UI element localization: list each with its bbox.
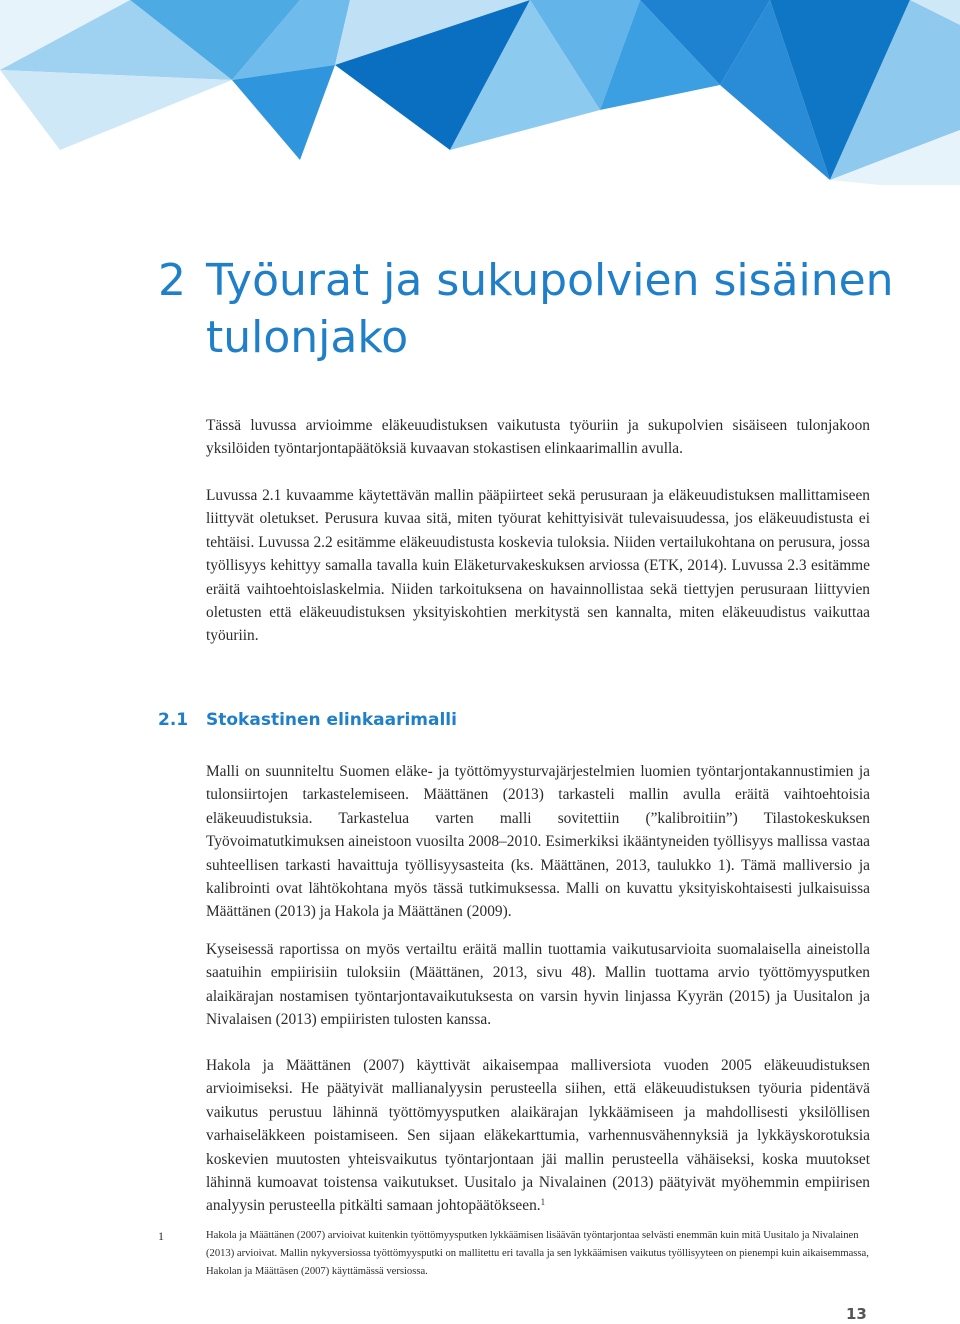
section-title: Stokastinen elinkaarimalli xyxy=(206,710,457,730)
section-paragraph-3-text: Hakola ja Määttänen (2007) käyttivät aikaisempaa malliversiota vuoden 2005 eläkeuudistuksen arvioimiseksi. He päätyivät mallianalyysin perusteella siihen, että eläkeuudistuksen työuria pidentävä vaikutus perustuu lähinnä työttömyysputken alaikärajan lykkäämiseen ja mahdollisesti yksilöllisen varhaiseläkkeen poistamiseen. Sen sijaan eläkekarttumia, varhennusvähennyksiä ja lykkäyskorotuksia koskevien muutosten yhteisvaikutus työntarjontaan jäi mallin perusteella vähäiseksi, koska muutokset lähinnä kumoavat toistensa vaikutukset. Uusitalo ja Nivalainen (2013) päätyivät myöhemmin empiirisen analyysin perusteella pitkälti samaan johtopäätökseen. xyxy=(206,1057,870,1215)
intro-paragraph-2: Luvussa 2.1 kuvaamme käytettävän mallin pääpiirteet sekä perusuraan ja eläkeuudistuksen mallittamiseen liittyvät oletukset. Perusura kuvaa sitä, miten työurat kehittyisivät tulevaisuudessa, jos eläkeuudistusta ei tehtäisi. Luvussa 2.2 esitämme eläkeuudistusta koskevia tuloksia. Niiden vertailukohtana on perusura, jossa työllisyys kehittyy samalla tavalla kuin Eläketurvakeskuksen arviossa (ETK, 2014). Luvussa 2.3 esitämme eräitä vaihtoehtoislaskelmia. Niiden tarkoituksena on havainnollistaa sekä tiettyjen perusuraan liittyvien oletusten että eläkeuudistuksen yksityiskohtien merkitystä sen kannalta, miten eläkeuudistus vaikuttaa työuriin. xyxy=(206,487,870,645)
section-paragraph-2: Kyseisessä raportissa on myös vertailtu eräitä mallin tuottamia vaikutusarvioita suomalaisella aineistolla saatuihin empiirisiin tuloksiin (Määttänen, 2013, sivu 48). Mallin tuottama arvio työttömyysputken alaikärajan nostamisen työntarjontavaikutuksesta on varsin hyvin linjassa Kyyrän (2015) ja Uusitalon ja Nivalaisen (2013) empiiristen tulosten kanssa. xyxy=(206,941,870,1029)
chapter-title xyxy=(158,252,918,366)
page-number: 13 xyxy=(846,1305,867,1323)
section-paragraph-1: Malli on suunniteltu Suomen eläke- ja työttömyysturvajärjestelmien luomien työntarjontakannustimien ja tulonsiirtojen tarkastelemiseen. Määttänen (2013) tarkasteli mallin avulla eräitä vaihtoehtoisia eläkeuudistuksia. Tarkastelua varten malli sovitettiin (”kalibroitiin”) Tilastokeskuksen Työvoimatutkimuksen aineistoon vuosilta 2008–2010. Esimerkiksi ikääntyneiden työllisyys mallissa vastaa suhteellisen tarkasti havaittuja työllisyysasteita (ks. Määttänen, 2013, taulukko 1). Tämä malliversio ja kalibrointi ovat lähtökohtana myös tässä tutkimuksessa. Malli on kuvattu yksityiskohtaisesti julkaisuissa Määttänen (2013) ja Hakola ja Määttänen (2009). xyxy=(206,763,870,921)
section-paragraph-3 xyxy=(206,1054,870,1218)
chapter-title-text: Työurat ja sukupolvien sisäinen tulonjako xyxy=(206,255,894,363)
section-number: 2.1 xyxy=(158,710,189,730)
footnote-text: Hakola ja Määttänen (2007) arvioivat kuitenkin työttömyysputken lykkäämisen lisäävän työntarjontaa selvästi enemmän kuin mitä Uusitalo ja Nivalainen (2013) arvioivat. Mallin nykyversiossa työttömyysputki on mallitettu eri tavalla ja sen lykkäämisen vaikutus työllisyyteen on pienempi kuin aikaisemmassa, Hakolan ja Määttäsen (2007) käyttämässä versiossa. xyxy=(206,1230,869,1277)
intro-paragraph-1: Tässä luvussa arvioimme eläkeuudistuksen vaikutusta työuriin ja sukupolvien sisäiseen tulonjakoon yksilöiden työntarjontapäätöksiä kuvaavan stokastisen elinkaarimallin avulla. xyxy=(206,417,870,458)
footnote xyxy=(158,1227,870,1281)
footnote-number: 1 xyxy=(158,1229,164,1243)
decorative-triangle-banner xyxy=(0,0,960,185)
chapter-number: 2 xyxy=(158,255,186,306)
footnote-reference[interactable]: 1 xyxy=(540,1197,546,1208)
section-heading xyxy=(158,710,457,730)
